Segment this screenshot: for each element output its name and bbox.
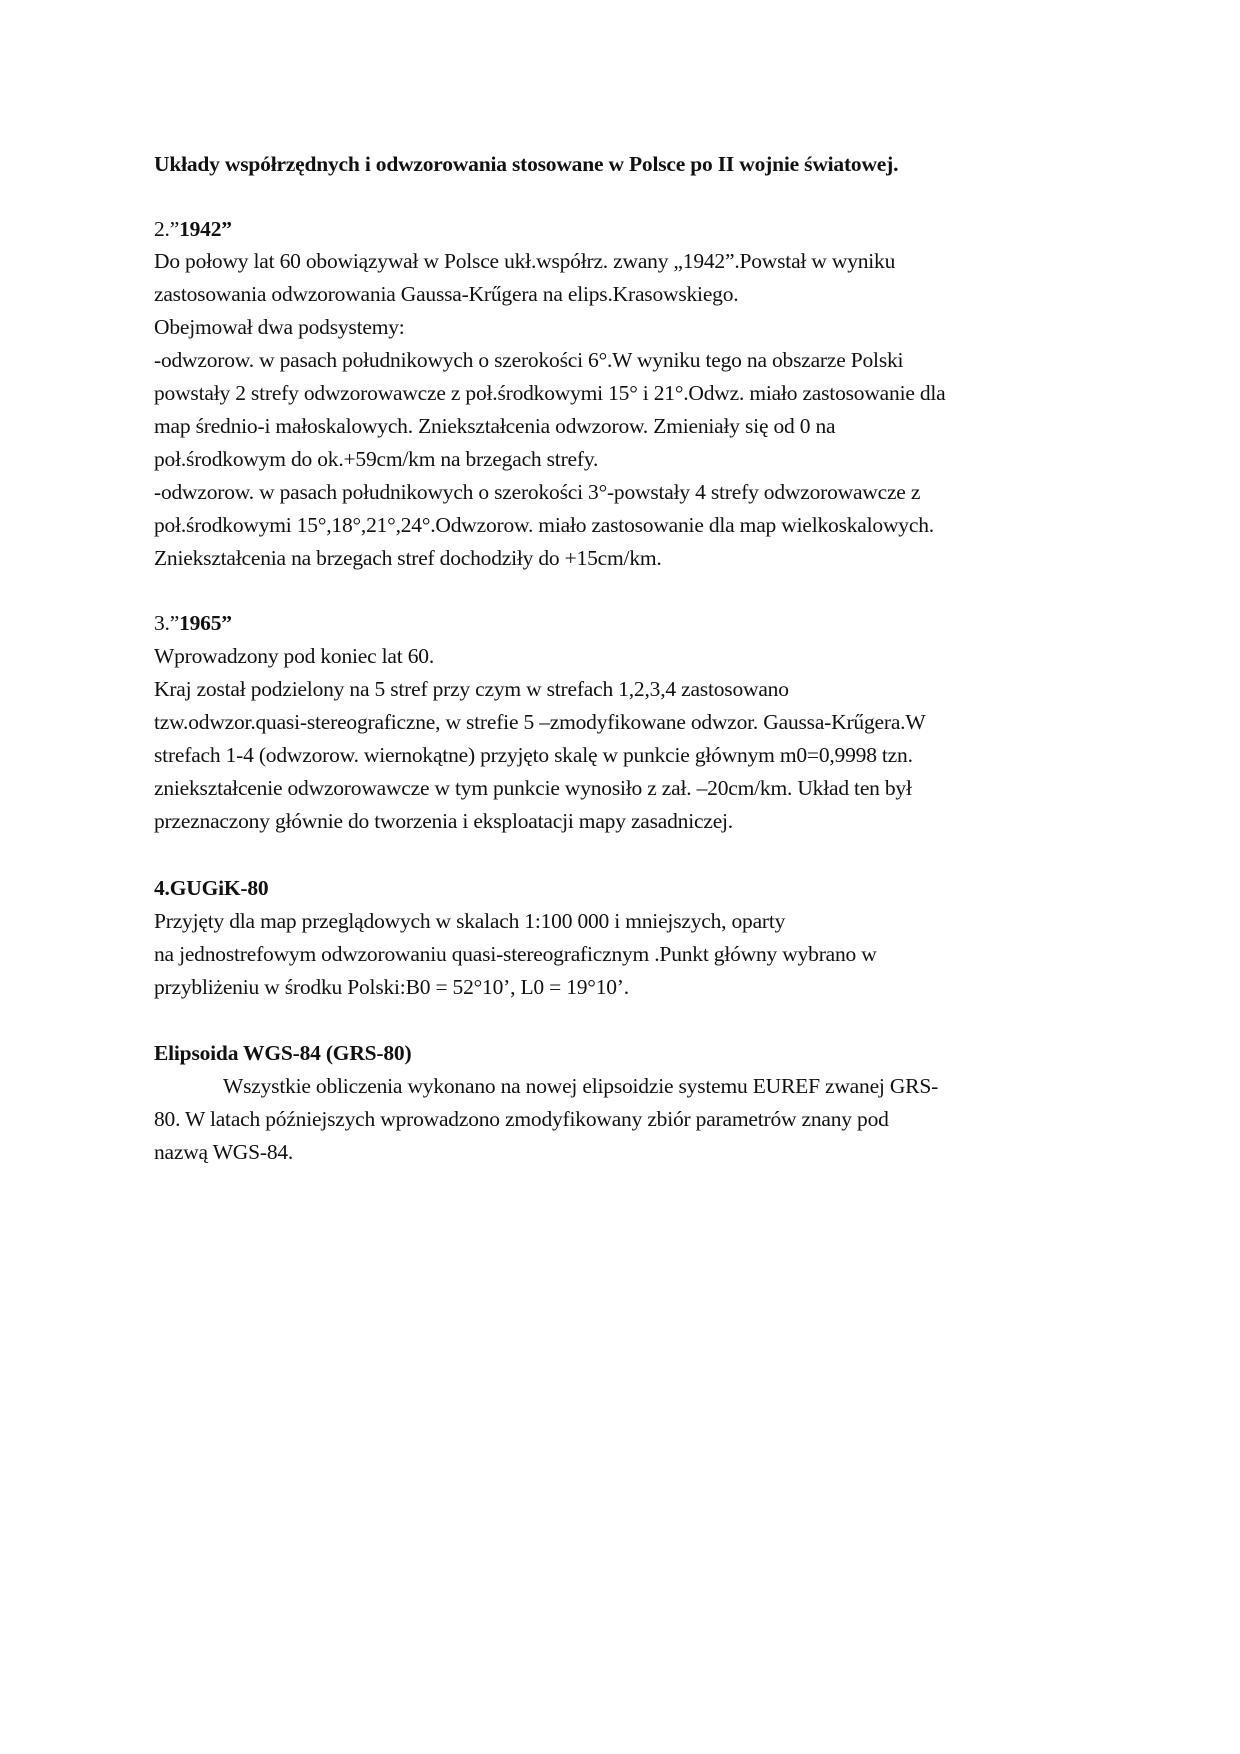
paragraph-line: zastosowania odwzorowania Gaussa-Krűgera na elips.Krasowskiego. (154, 282, 739, 306)
heading-title: 1942” (179, 217, 232, 241)
heading-title: 4.GUGiK-80 (154, 876, 269, 900)
paragraph-line: nazwą WGS-84. (154, 1140, 294, 1164)
paragraph-line: Obejmował dwa podsystemy: (154, 315, 405, 339)
paragraph-line: poł.środkowym do ok.+59cm/km na brzegach strefy. (154, 447, 599, 471)
paragraph-line: przeznaczony głównie do tworzenia i eksploatacji mapy zasadniczej. (154, 809, 733, 833)
section-heading (154, 610, 232, 636)
paragraph-line: na jednostrefowym odwzorowaniu quasi-stereograficznym .Punkt główny wybrano w (154, 942, 877, 966)
document-title: Układy współrzędnych i odwzorowania stosowane w Polsce po II wojnie światowej. (154, 152, 899, 176)
paragraph-line: -odwzorow. w pasach południkowych o szerokości 6°.W wyniku tego na obszarze Polski (154, 348, 904, 372)
paragraph-line: Przyjęty dla map przeglądowych w skalach 1:100 000 i mniejszych, oparty (154, 909, 786, 933)
paragraph-line: Do połowy lat 60 obowiązywał w Polsce ukł.współrz. zwany „1942”.Powstał w wyniku (154, 249, 896, 273)
paragraph-line: przybliżeniu w środku Polski:B0 = 52°10’, L0 = 19°10’. (154, 975, 629, 999)
paragraph-line: powstały 2 strefy odwzorowawcze z poł.środkowymi 15° i 21°.Odwz. miało zastosowanie dla (154, 381, 946, 405)
paragraph-line: Wprowadzony pod koniec lat 60. (154, 644, 434, 668)
paragraph-line: -odwzorow. w pasach południkowych o szerokości 3°-powstały 4 strefy odwzorowawcze z (154, 480, 921, 504)
paragraph-line: map średnio-i małoskalowych. Zniekształcenia odwzorow. Zmieniały się od 0 na (154, 414, 836, 438)
paragraph-line: Wszystkie obliczenia wykonano na nowej elipsoidzie systemu EUREF zwanej GRS- (223, 1074, 939, 1098)
section-heading (154, 216, 232, 242)
paragraph-line: poł.środkowymi 15°,18°,21°,24°.Odwzorow. miało zastosowanie dla map wielkoskalowych. (154, 513, 934, 537)
paragraph-line: strefach 1-4 (odwzorow. wiernokątne) przyjęto skalę w punkcie głównym m0=0,9998 tzn. (154, 743, 913, 767)
heading-number: 3.” (154, 611, 180, 635)
paragraph-line: Zniekształcenia na brzegach stref dochodziły do +15cm/km. (154, 546, 662, 570)
section-heading (154, 1040, 411, 1066)
paragraph-line: Kraj został podzielony na 5 stref przy czym w strefach 1,2,3,4 zastosowano (154, 677, 789, 701)
paragraph-line: zniekształcenie odwzorowawcze w tym punkcie wynosiło z zał. –20cm/km. Układ ten był (154, 776, 912, 800)
paragraph-line: 80. W latach późniejszych wprowadzono zmodyfikowany zbiór parametrów znany pod (154, 1107, 889, 1131)
paragraph-line: tzw.odwzor.quasi-stereograficzne, w strefie 5 –zmodyfikowane odwzor. Gaussa-Krűgera.W (154, 710, 926, 734)
heading-title: 1965” (179, 611, 232, 635)
heading-title: Elipsoida WGS-84 (GRS-80) (154, 1041, 412, 1065)
section-heading (154, 875, 268, 901)
heading-number: 2.” (154, 217, 180, 241)
